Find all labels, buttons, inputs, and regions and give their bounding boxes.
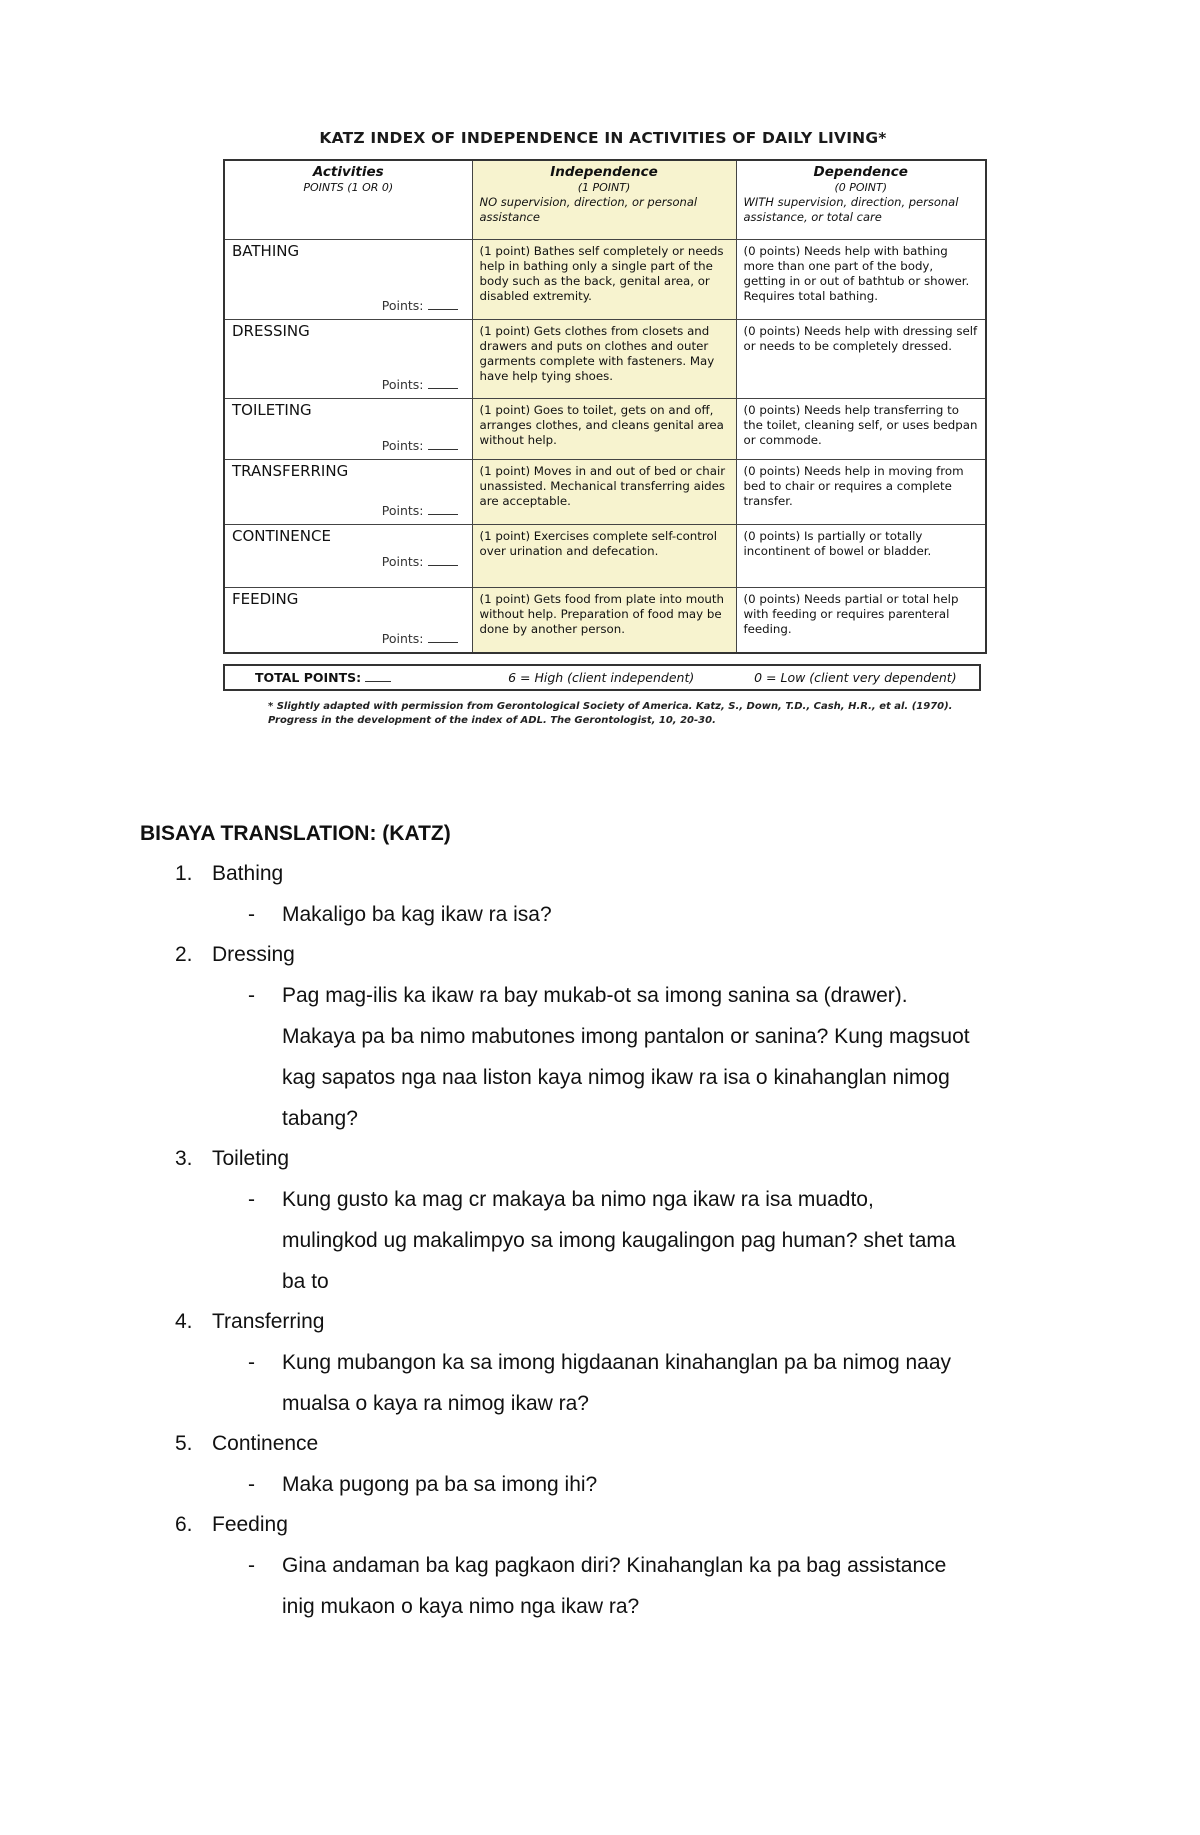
katz-title: KATZ INDEX OF INDEPENDENCE IN ACTIVITIES OF DAILY LIVING* xyxy=(319,129,887,147)
dependence-cell: (0 points) Needs help in moving from bed to chair or requires a complete transfer. xyxy=(736,460,986,525)
activity-cell: CONTINENCE Points: xyxy=(224,525,472,588)
activity-cell: TRANSFERRING Points: xyxy=(224,460,472,525)
dependence-cell: (0 points) Needs help with bathing more than one part of the body, getting in or out of bathtub or shower. Requires total bathing. xyxy=(736,240,986,320)
citation-footnote: * Slightly adapted with permission from Gerontological Society of America. Katz, S., Down, T.D., Cash, H.R., et al. (1970). Progress in the development of the index of ADL. The Gerontologist, 10, 20-30. xyxy=(268,701,953,726)
table-row xyxy=(224,399,986,460)
translation-answer: - Kung mubangon ka sa imong higdaanan kinahanglan pa ba nimog naay mualsa o kaya ra nimog ikaw ra? xyxy=(248,1351,952,1415)
list-item: 6. Feeding xyxy=(175,1513,288,1536)
header-independence: Independence (1 POINT) NO supervision, direction, or personal assistance xyxy=(472,160,736,240)
activity-cell: BATHING Points: xyxy=(224,240,472,320)
points-field: Points: xyxy=(382,438,458,453)
table-row xyxy=(224,588,986,654)
table-row xyxy=(224,240,986,320)
translation-answer: - Makaligo ba kag ikaw ra isa? xyxy=(248,903,552,926)
table-row xyxy=(224,460,986,525)
total-points-label: TOTAL POINTS: xyxy=(225,670,471,685)
independence-cell: (1 point) Moves in and out of bed or chair unassisted. Mechanical transferring aides are acceptable. xyxy=(472,460,736,525)
total-low: 0 = Low (client very dependent) xyxy=(754,670,957,685)
table-row xyxy=(224,320,986,399)
header-activities: Activities POINTS (1 OR 0) xyxy=(224,160,472,240)
independence-cell: (1 point) Gets clothes from closets and drawers and puts on clothes and outer garments complete with fasteners. May have help tying shoes. xyxy=(472,320,736,399)
dependence-cell: (0 points) Needs help with dressing self or needs to be completely dressed. xyxy=(736,320,986,399)
independence-cell: (1 point) Gets food from plate into mouth without help. Preparation of food may be done by another person. xyxy=(472,588,736,654)
table-row xyxy=(224,525,986,588)
points-field: Points: xyxy=(382,631,458,646)
points-field: Points: xyxy=(382,503,458,518)
header-dependence: Dependence (0 POINT) WITH supervision, direction, personal assistance, or total care xyxy=(736,160,986,240)
independence-cell: (1 point) Exercises complete self-control over urination and defecation. xyxy=(472,525,736,588)
dependence-cell: (0 points) Needs partial or total help with feeding or requires parenteral feeding. xyxy=(736,588,986,654)
total-high: 6 = High (client independent) xyxy=(508,670,695,685)
total-points-row xyxy=(223,664,981,691)
list-item: 5. Continence xyxy=(175,1432,319,1455)
dependence-cell: (0 points) Needs help transferring to the toilet, cleaning self, or uses bedpan or commode. xyxy=(736,399,986,460)
points-field: Points: xyxy=(382,298,458,313)
points-field: Points: xyxy=(382,377,458,392)
translation-answer: - Gina andaman ba kag pagkaon diri? Kinahanglan ka pa bag assistance inig mukaon o kaya nimo nga ikaw ra? xyxy=(248,1554,947,1618)
list-item: 2. Dressing xyxy=(175,943,295,966)
bisaya-translation xyxy=(140,822,1120,1627)
translation-answer: - Kung gusto ka mag cr makaya ba nimo nga ikaw ra isa muadto, mulingkod ug makalimpyo sa imong kaugalingon pag human? shet tama ba to xyxy=(248,1188,956,1293)
translation-answer: - Maka pugong pa ba sa imong ihi? xyxy=(248,1473,598,1496)
points-field: Points: xyxy=(382,554,458,569)
independence-cell: (1 point) Bathes self completely or needs help in bathing only a single part of the body such as the back, genital area, or disabled extremity. xyxy=(472,240,736,320)
list-item: 1. Bathing xyxy=(175,862,284,885)
katz-table xyxy=(223,159,987,654)
independence-cell: (1 point) Goes to toilet, gets on and off, arranges clothes, and cleans genital area without help. xyxy=(472,399,736,460)
list-item: 4. Transferring xyxy=(175,1310,325,1333)
activity-cell: TOILETING Points: xyxy=(224,399,472,460)
activity-cell: DRESSING Points: xyxy=(224,320,472,399)
dependence-cell: (0 points) Is partially or totally incontinent of bowel or bladder. xyxy=(736,525,986,588)
activity-cell: FEEDING Points: xyxy=(224,588,472,654)
list-item: 3. Toileting xyxy=(175,1147,290,1170)
katz-header-row xyxy=(224,160,986,240)
katz-index-scan xyxy=(218,125,988,728)
translation-answer: - Pag mag-ilis ka ikaw ra bay mukab-ot sa imong sanina sa (drawer). Makaya pa ba nimo mabutones imong pantalon or sanina? Kung magsuot kag sapatos nga naa liston kaya nimog ikaw ra isa o kinahanglan nimog tabang? xyxy=(248,984,970,1130)
translation-heading: BISAYA TRANSLATION: (KATZ) xyxy=(140,822,451,845)
